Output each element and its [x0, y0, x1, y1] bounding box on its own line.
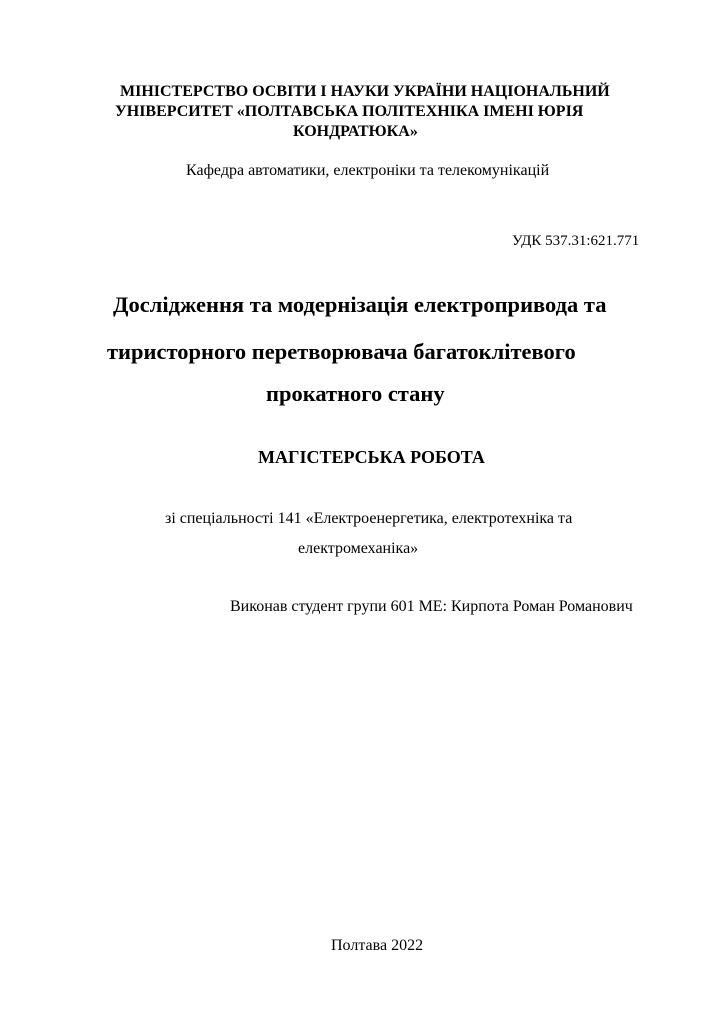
ministry-line-3: КОНДРАТЮКА»: [293, 123, 418, 140]
ministry-line-2: УНІВЕРСИТЕТ «ПОЛТАВСЬКА ПОЛІТЕХНІКА ІМЕНІ ЮРІЯ: [115, 103, 584, 120]
udk-code: УДК 537.31:621.771: [512, 233, 640, 249]
work-type-heading: МАГІСТЕРСЬКА РОБОТА: [258, 447, 485, 467]
thesis-title-line-1: Дослідження та модернізація електропривода та: [113, 292, 607, 317]
department-name: Кафедра автоматики, електроніки та телекомунікацій: [186, 162, 550, 179]
thesis-title-line-3: прокатного стану: [266, 381, 445, 406]
ministry-line-1: МІНІСТЕРСТВО ОСВІТИ І НАУКИ УКРАЇНИ НАЦІОНАЛЬНИЙ: [120, 83, 610, 100]
thesis-title-line-2: тиристорного перетворювача багатоклітевого: [107, 339, 576, 364]
specialty-line-1: зі спеціальності 141 «Електроенергетика, електротехніка та: [165, 510, 573, 527]
city-year: Полтава 2022: [331, 937, 424, 954]
specialty-line-2: електромеханіка»: [298, 540, 419, 557]
author-line: Виконав студент групи 601 МЕ: Кирпота Роман Романович: [230, 598, 633, 615]
